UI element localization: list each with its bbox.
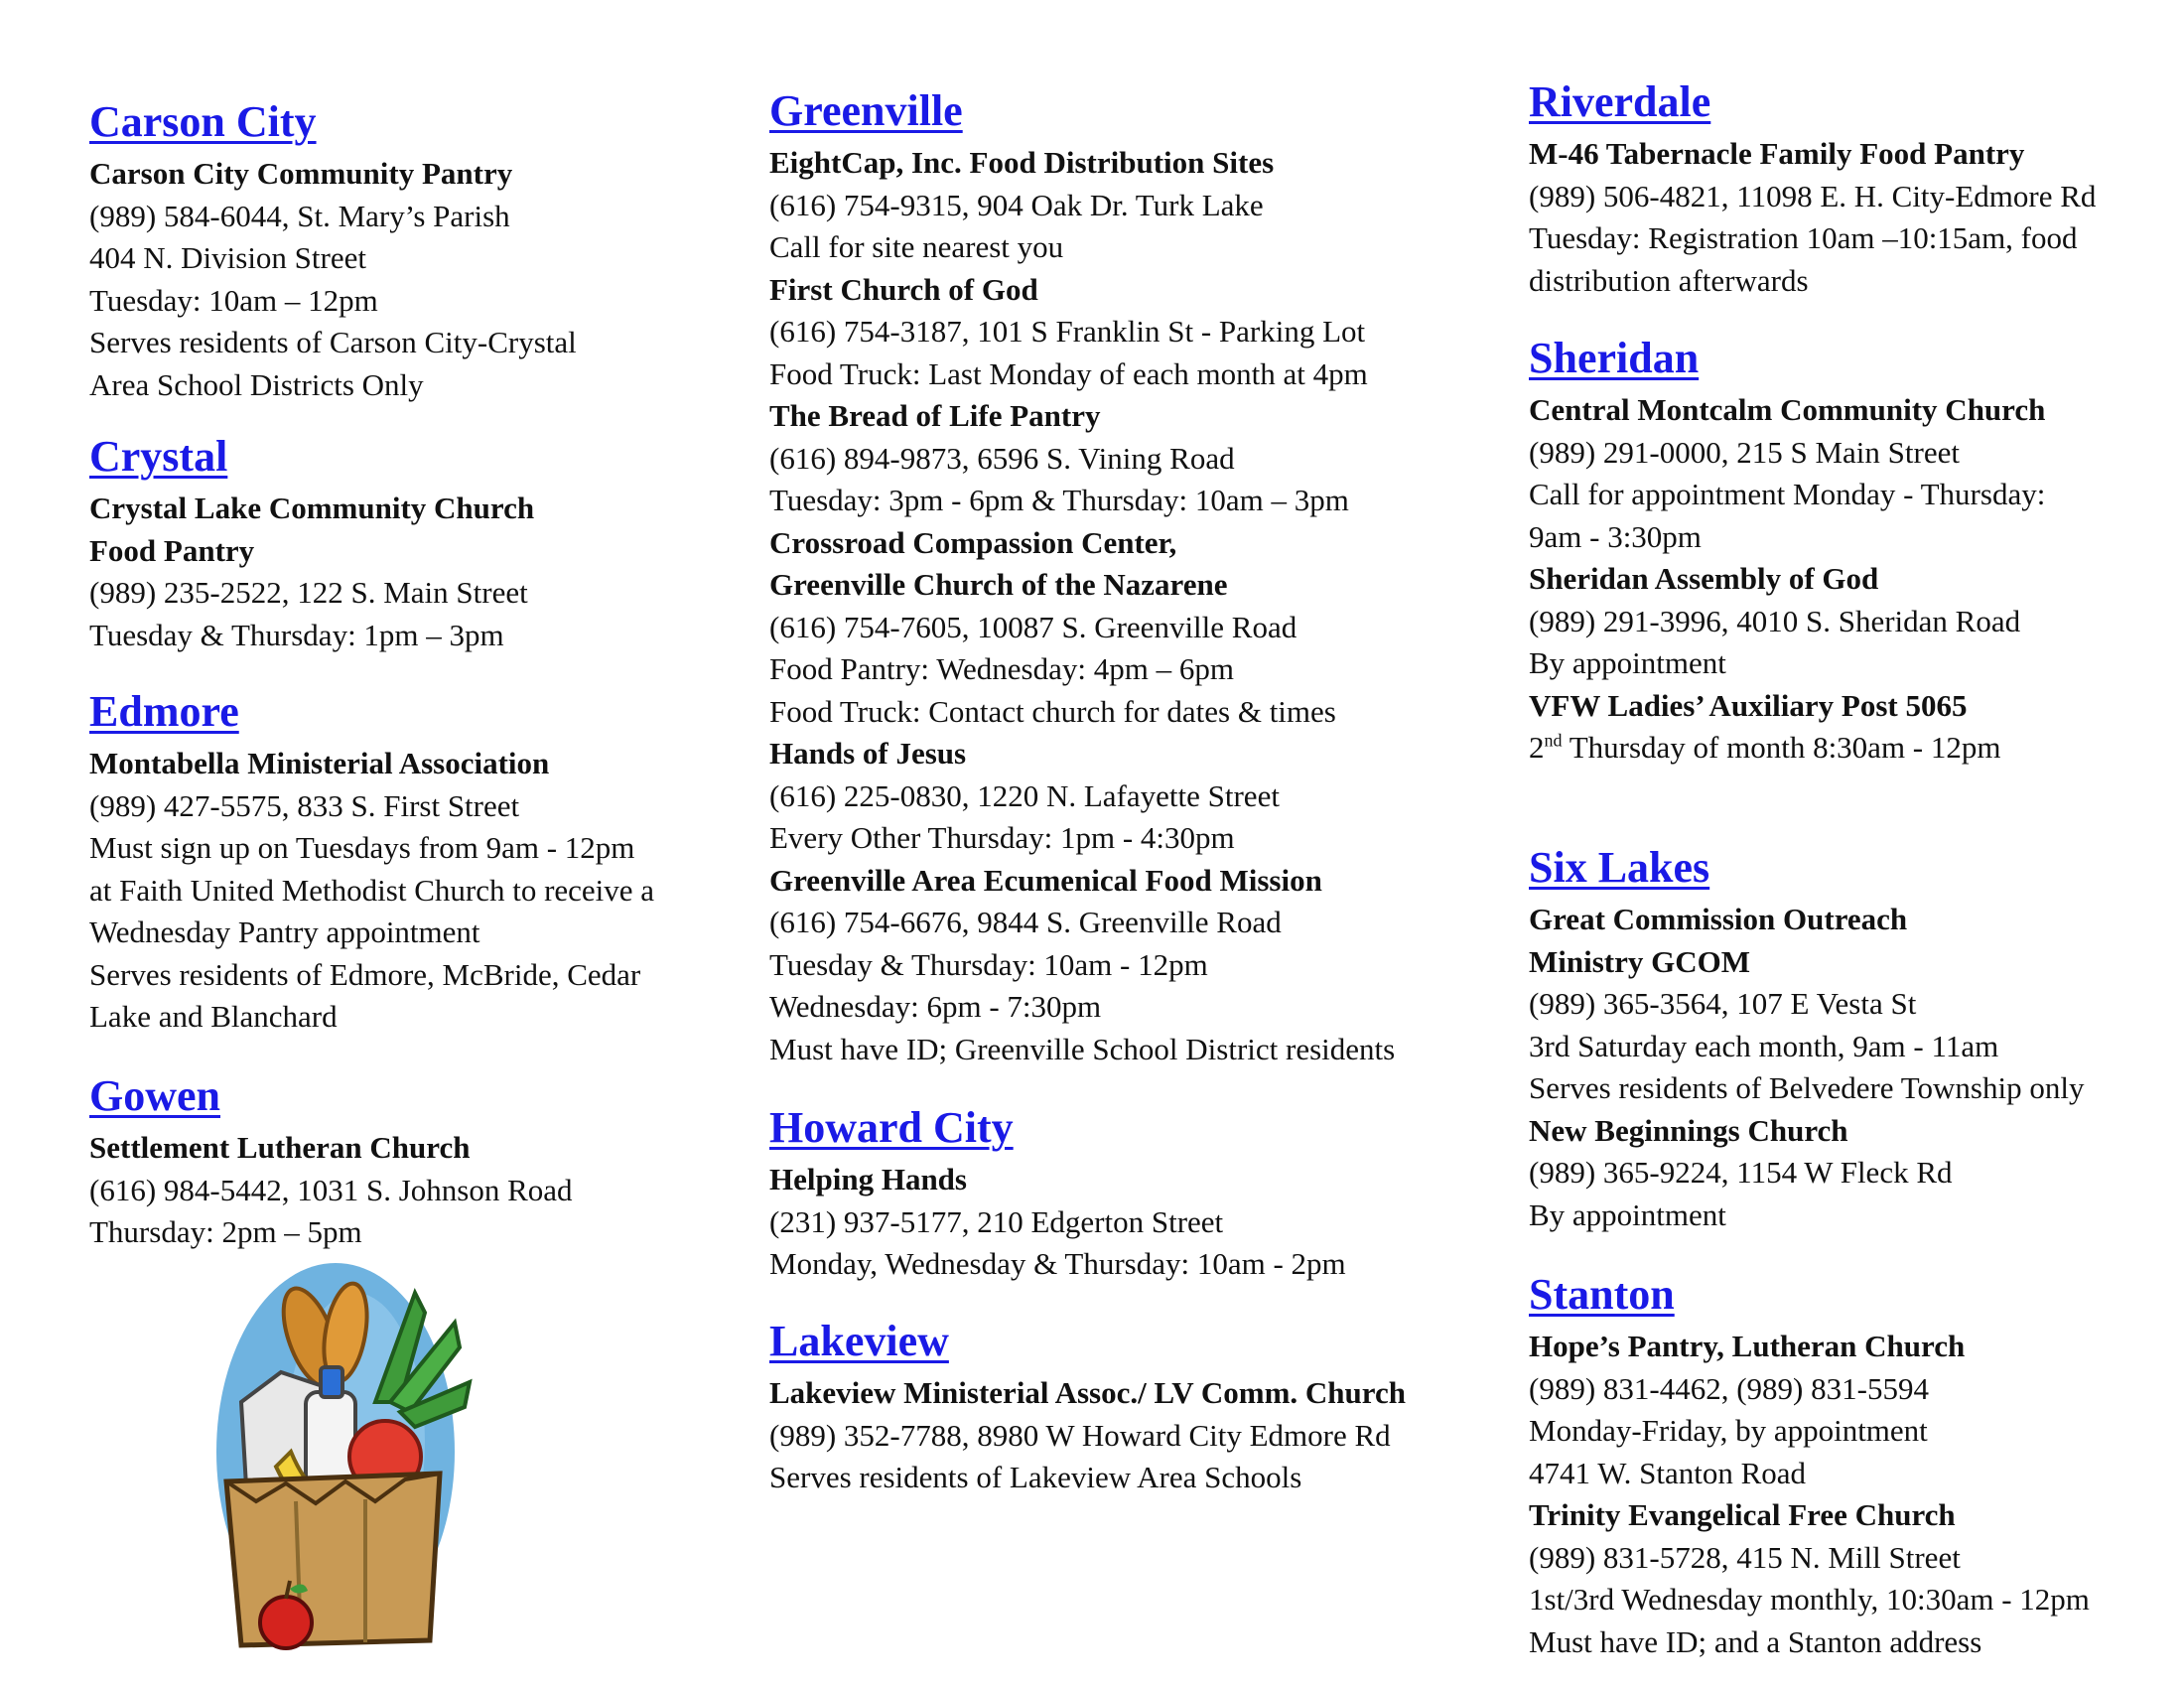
listing-detail [1529,727,2045,770]
town-edmore [89,687,654,1039]
organization-name: Helping Hands [769,1162,967,1196]
town-heading-edmore[interactable]: Edmore [89,687,239,736]
town-heading-carson-city[interactable]: Carson City [89,97,317,146]
organization-name: Ministry GCOM [1529,943,1750,979]
organization-name: Crossroad Compassion Center, [769,524,1177,560]
organization-name: Sheridan Assembly of God [1529,561,1879,596]
listing-detail: (231) 937-5177, 210 Edgerton Street [769,1203,1224,1239]
town-listing-sheridan [1529,389,2045,770]
town-howard-city [769,1103,1346,1286]
listing-detail: Tuesday: 3pm - 6pm & Thursday: 10am – 3pm [769,483,1349,517]
town-listing-lakeview [769,1372,1406,1499]
listing-detail: (616) 754-6676, 9844 S. Greenville Road [769,905,1282,939]
organization-name: Lakeview Ministerial Assoc./ LV Comm. Church [769,1375,1406,1410]
listing-detail: Tuesday & Thursday: 1pm – 3pm [89,617,504,652]
listing-detail: (616) 754-9315, 904 Oak Dr. Turk Lake [769,187,1264,222]
listing-detail: (616) 894-9873, 6596 S. Vining Road [769,440,1235,476]
organization-name: VFW Ladies’ Auxiliary Post 5065 [1529,687,1968,723]
organization-name: Greenville Church of the Nazarene [769,567,1228,602]
listing-detail: Tuesday & Thursday: 10am - 12pm [769,946,1208,982]
listing-detail: (989) 235-2522, 122 S. Main Street [89,575,528,610]
town-stanton [1529,1270,2090,1663]
town-listing-riverdale [1529,133,2096,302]
organization-name: M-46 Tabernacle Family Food Pantry [1529,136,2025,171]
town-crystal [89,432,534,656]
listing-detail: at Faith United Methodist Church to receive a [89,872,655,908]
listing-detail: (616) 754-7605, 10087 S. Greenville Road [769,609,1297,644]
listing-detail: Monday, Wednesday & Thursday: 10am - 2pm [769,1246,1346,1281]
listing-detail: (989) 365-9224, 1154 W Fleck Rd [1529,1155,1953,1190]
town-lakeview [769,1317,1406,1499]
listing-detail: Must have ID; and a Stanton address [1529,1623,1982,1659]
organization-name: EightCap, Inc. Food Distribution Sites [769,145,1275,180]
listing-detail: Food Pantry: Wednesday: 4pm – 6pm [769,651,1234,686]
town-listing-gowen [89,1127,573,1254]
listing-detail: Serves residents of Carson City-Crystal [89,325,577,359]
town-heading-crystal[interactable]: Crystal [89,432,228,481]
listing-detail: 3rd Saturday each month, 9am - 11am [1529,1028,1999,1063]
town-sheridan [1529,334,2045,770]
organization-name: Hope’s Pantry, Lutheran Church [1529,1329,1966,1363]
listing-detail: Lake and Blanchard [89,999,338,1034]
town-greenville [769,86,1395,1070]
listing-detail: (989) 352-7788, 8980 W Howard City Edmore Rd [769,1417,1391,1453]
town-listing-carson-city [89,153,577,406]
listing-detail: (989) 291-0000, 215 S Main Street [1529,434,1960,470]
town-listing-howard-city [769,1159,1346,1286]
listing-detail: (989) 291-3996, 4010 S. Sheridan Road [1529,603,2021,638]
town-heading-greenville[interactable]: Greenville [769,86,963,135]
listing-detail: (989) 584-6044, St. Mary’s Parish [89,198,510,233]
listing-detail: Must have ID; Greenville School District residents [769,1031,1396,1066]
organization-name: First Church of God [769,271,1038,307]
organization-name: Greenville Area Ecumenical Food Mission [769,862,1322,898]
listing-detail: Thursday: 2pm – 5pm [89,1214,362,1249]
town-heading-gowen[interactable]: Gowen [89,1071,220,1120]
listing-detail-text: Thursday of month 8:30am - 12pm [1562,730,2001,765]
listing-detail: 9am - 3:30pm [1529,518,1702,554]
town-listing-six-lakes [1529,899,2084,1236]
listing-detail: By appointment [1529,1196,1726,1232]
listing-detail: (989) 365-3564, 107 E Vesta St [1529,986,1917,1021]
town-heading-lakeview[interactable]: Lakeview [769,1317,949,1365]
listing-detail: Wednesday: 6pm - 7:30pm [769,989,1102,1024]
listing-detail: Wednesday Pantry appointment [89,914,480,949]
listing-detail: Tuesday: Registration 10am –10:15am, food [1529,220,2078,255]
town-heading-riverdale[interactable]: Riverdale [1529,77,1711,126]
listing-detail: Every Other Thursday: 1pm - 4:30pm [769,820,1235,855]
town-heading-sheridan[interactable]: Sheridan [1529,334,1700,382]
town-heading-howard-city[interactable]: Howard City [769,1103,1014,1152]
listing-detail: Serves residents of Edmore, McBride, Cedar [89,956,641,992]
listing-detail: Food Truck: Last Monday of each month at 4pm [769,355,1368,391]
listing-detail: Food Truck: Contact church for dates & times [769,693,1336,729]
listing-detail: (989) 831-5728, 415 N. Mill Street [1529,1539,1961,1575]
listing-detail: Serves residents of Lakeview Area Schools [769,1460,1302,1494]
town-listing-stanton [1529,1326,2090,1663]
listing-detail: Must sign up on Tuesdays from 9am - 12pm [89,830,635,865]
town-riverdale [1529,77,2096,302]
organization-name: Settlement Lutheran Church [89,1130,471,1165]
listing-detail: Tuesday: 10am – 12pm [89,282,378,318]
town-listing-greenville [769,142,1395,1070]
listing-detail: (989) 831-4462, (989) 831-5594 [1529,1370,1929,1406]
organization-name: Crystal Lake Community Church [89,491,535,525]
listing-detail: (616) 984-5442, 1031 S. Johnson Road [89,1172,573,1207]
town-heading-six-lakes[interactable]: Six Lakes [1529,843,1710,892]
organization-name: Trinity Evangelical Free Church [1529,1497,1956,1532]
listing-detail: (989) 506-4821, 11098 E. H. City-Edmore Rd [1529,178,2097,213]
ordinal-suffix: nd [1544,730,1563,751]
listing-detail: (616) 754-3187, 101 S Franklin St - Parking Lot [769,314,1366,349]
listing-detail: 4741 W. Stanton Road [1529,1455,1807,1490]
organization-name: New Beginnings Church [1529,1112,1848,1148]
organization-name: Central Montcalm Community Church [1529,392,2046,427]
town-listing-crystal [89,488,534,656]
town-heading-stanton[interactable]: Stanton [1529,1270,1675,1319]
listing-detail: (616) 225-0830, 1220 N. Lafayette Street [769,777,1280,813]
town-gowen [89,1071,573,1254]
town-listing-edmore [89,743,654,1039]
listing-detail: (989) 427-5575, 833 S. First Street [89,787,520,823]
organization-name: Montabella Ministerial Association [89,746,550,780]
organization-name: Great Commission Outreach [1529,902,1908,936]
town-six-lakes [1529,843,2084,1236]
town-carson-city [89,97,577,406]
ordinal-number: 2 [1529,730,1545,765]
listing-detail: Call for site nearest you [769,229,1064,264]
organization-name: Hands of Jesus [769,736,967,771]
listing-detail: 404 N. Division Street [89,240,366,275]
listing-detail: Call for appointment Monday - Thursday: [1529,477,2046,511]
listing-detail: Monday-Friday, by appointment [1529,1413,1928,1448]
listing-detail: distribution afterwards [1529,262,1809,298]
listing-detail: 1st/3rd Wednesday monthly, 10:30am - 12pm [1529,1582,2090,1617]
listing-detail: By appointment [1529,645,1726,680]
grocery-bag-icon [187,1253,484,1655]
organization-name: Carson City Community Pantry [89,156,513,191]
listing-detail: Area School Districts Only [89,366,424,402]
organization-name: The Bread of Life Pantry [769,398,1101,433]
listing-detail: Serves residents of Belvedere Township only [1529,1070,2085,1105]
organization-name: Food Pantry [89,532,255,568]
